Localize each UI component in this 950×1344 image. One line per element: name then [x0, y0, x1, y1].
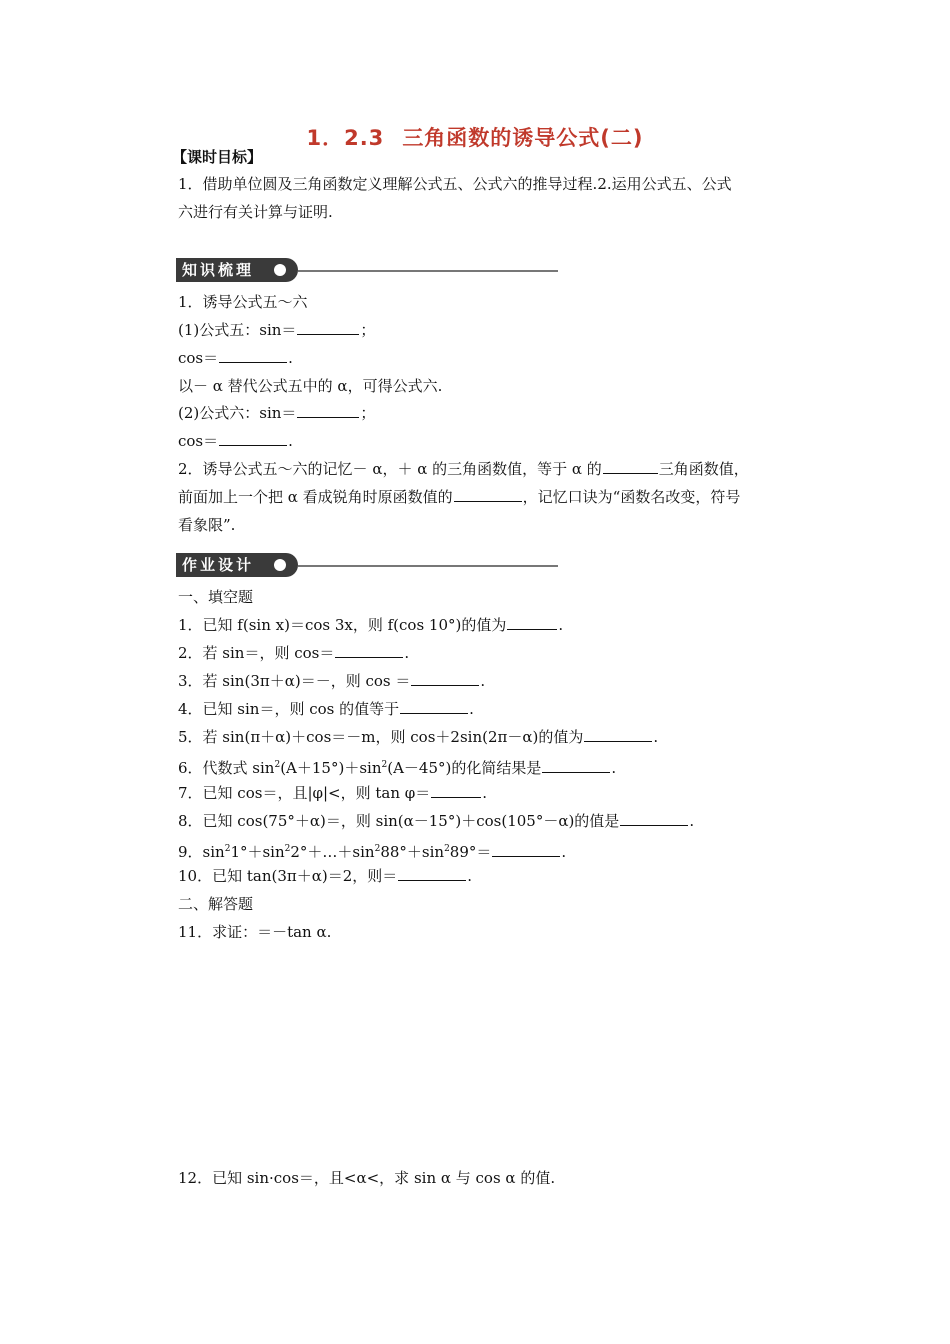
answer-blank [400, 699, 468, 714]
question-10: 10．已知 tan(3π＋α)＝2，则＝ . [178, 867, 473, 885]
bullet-dot-icon [274, 559, 286, 571]
section-divider [298, 270, 558, 272]
goals-line-1: 1．借助单位圆及三角函数定义理解公式五、公式六的推导过程.2.运用公式五、公式 [178, 175, 732, 193]
memory-line-1: 2．诱导公式五～六的记忆－ α，＋ α 的三角函数值，等于 α 的 三角函数值， [178, 460, 749, 478]
part-heading-fill: 一、填空题 [178, 588, 254, 606]
title-text: 三角函数的诱导公式(二) [402, 126, 644, 150]
section-label-knowledge: 知识梳理 [176, 258, 298, 282]
answer-blank [297, 320, 359, 335]
formula6-cos: cos＝ . [178, 432, 293, 450]
answer-blank [219, 348, 287, 363]
part-heading-solve: 二、解答题 [178, 895, 254, 913]
answer-blank [620, 811, 688, 826]
answer-blank [398, 866, 466, 881]
question-11: 11．求证：＝－tan α. [178, 923, 332, 941]
answer-blank [219, 431, 287, 446]
goals-line-2: 六进行有关计算与证明. [178, 203, 333, 221]
question-4: 4．已知 sin＝，则 cos 的值等于 . [178, 700, 474, 718]
formula6-sin: (2)公式六：sin＝ ； [178, 404, 376, 422]
answer-blank [603, 459, 658, 474]
answer-blank [454, 487, 522, 502]
section-label-homework: 作业设计 [176, 553, 298, 577]
answer-blank [335, 643, 403, 658]
bullet-dot-icon [274, 264, 286, 276]
memory-line-2: 前面加上一个把 α 看成锐角时原函数值的 ，记忆口诀为“函数名改变，符号 [178, 488, 741, 506]
knowledge-heading-1: 1．诱导公式五～六 [178, 293, 308, 311]
question-3: 3．若 sin(3π＋α)＝－，则 cos ＝ . [178, 672, 486, 690]
memory-line-3: 看象限”. [178, 516, 236, 534]
question-6: 6．代数式 $\sin^2(A+15^\circ)+\sin^2(A-45^\circ)$的化简结果是 . [178, 759, 617, 777]
answer-blank [297, 403, 359, 418]
question-2: 2．若 sin＝，则 cos＝ . [178, 644, 410, 662]
answer-blank [411, 671, 479, 686]
answer-blank [431, 783, 481, 798]
answer-blank [584, 727, 652, 742]
replace-note: 以－ α 替代公式五中的 α，可得公式六. [178, 377, 443, 395]
question-7: 7．已知 cos＝，且|φ|<，则 tan φ＝ . [178, 784, 488, 802]
question-1: 1．已知 f(sin x)＝cos 3x，则 f(cos 10°)的值为 . [178, 616, 564, 634]
answer-blank [542, 758, 610, 773]
goals-label: 【课时目标】 [172, 148, 263, 166]
section-divider [298, 565, 558, 567]
question-8: 8．已知 cos(75°＋α)＝，则 sin(α－15°)＋cos(105°－α)的值是 . [178, 812, 695, 830]
question-12: 12．已知 sin·cos＝，且<α<，求 sin α 与 cos α 的值. [178, 1169, 556, 1187]
page-title [0, 122, 950, 152]
question-5: 5．若 sin(π＋α)＋cos＝－m，则 cos＋2sin(2π－α)的值为 . [178, 728, 659, 746]
answer-blank [507, 615, 557, 630]
question-9: 9．$\sin^21^\circ+\sin^22^\circ+\dots+\sin^288^\circ+\sin^289^\circ=$ . [178, 843, 567, 861]
formula5-cos: cos＝ . [178, 349, 293, 367]
formula5-sin: (1)公式五：sin＝ ； [178, 321, 376, 339]
section-number: 1．2.3 [306, 126, 385, 150]
answer-blank [492, 842, 560, 857]
